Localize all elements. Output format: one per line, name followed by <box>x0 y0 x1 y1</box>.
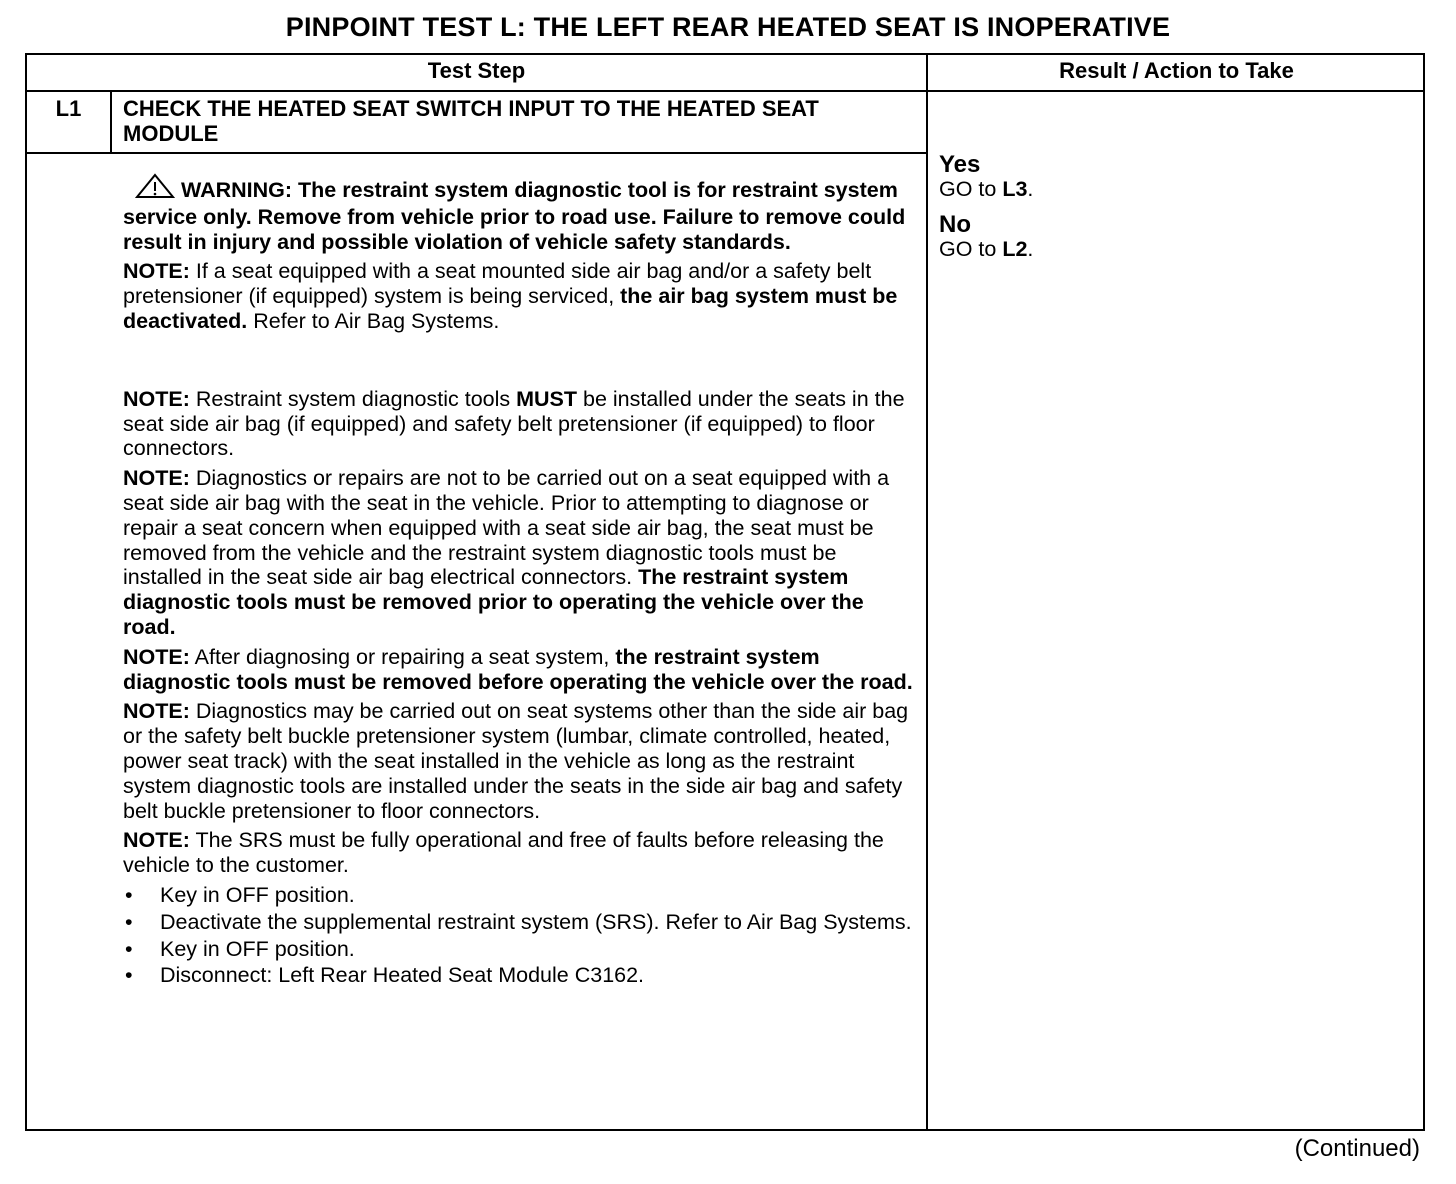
result-no-label: No <box>939 211 971 238</box>
note-text: If a seat equipped with a seat mounted side air bag and/or a safety belt pretensioner (if equipped) system is being serviced, <box>123 259 872 309</box>
continued-label: (Continued) <box>1294 1135 1420 1162</box>
step-content <box>123 173 913 990</box>
warning-text: WARNING: The restraint system diagnostic tool is for restraint system service only. Remove from vehicle prior to road use. Failure to remove could result in injury and possible violation of vehicle safety standards. <box>123 178 906 254</box>
result-no-action <box>939 237 1409 261</box>
header-divider <box>27 90 1423 92</box>
list-item: • Deactivate the supplemental restraint system (SRS). Refer to Air Bag Systems. <box>123 910 913 935</box>
note-emphasis: The restraint system diagnostic tools must be removed prior to operating the vehicle over the road. <box>123 565 864 639</box>
result-yes-label: Yes <box>939 151 981 178</box>
note-label: NOTE: <box>123 259 190 284</box>
action-end: . <box>1027 177 1034 201</box>
note-text: Restraint system diagnostic tools <box>189 386 517 411</box>
result-yes-action <box>939 177 1409 201</box>
note-text: After diagnosing or repairing a seat system, <box>189 644 616 669</box>
action-list <box>123 883 913 988</box>
step-title: CHECK THE HEATED SEAT SWITCH INPUT TO THE HEATED SEAT MODULE <box>123 96 819 146</box>
action-end: . <box>1027 237 1034 261</box>
step-reference: L3 <box>1002 177 1028 201</box>
page-title: PINPOINT TEST L: THE LEFT REAR HEATED SEAT IS INOPERATIVE <box>285 12 1171 42</box>
note-label: NOTE: <box>123 828 190 853</box>
spacer <box>123 339 913 387</box>
action-text: GO to <box>939 237 1003 261</box>
column-divider <box>926 55 928 1129</box>
header-test-step: Test Step <box>427 58 526 83</box>
note-label: NOTE: <box>123 466 190 491</box>
note-2 <box>123 387 913 461</box>
note-text-tail: Refer to Air Bag Systems. <box>247 308 500 333</box>
note-1 <box>123 259 913 333</box>
warning-triangle-icon <box>135 173 175 205</box>
list-item: • Key in OFF position. <box>123 883 913 908</box>
step-reference: L2 <box>1002 237 1028 261</box>
result-column <box>939 153 1409 273</box>
note-5 <box>123 699 913 823</box>
note-label: NOTE: <box>123 386 190 411</box>
header-result-action: Result / Action to Take <box>1059 58 1294 83</box>
action-text: GO to <box>939 177 1003 201</box>
note-text-tail: be installed under the seats in the seat side air bag (if equipped) and safety belt pretensioner (if equipped) to floor connectors. <box>123 386 905 461</box>
note-emphasis: the restraint system diagnostic tools must be removed before operating the vehicle over the road. <box>123 644 913 694</box>
note-label: NOTE: <box>123 699 190 724</box>
step-title-divider <box>27 152 926 154</box>
step-id: L1 <box>27 92 112 152</box>
list-item: • Key in OFF position. <box>123 937 913 962</box>
note-text: Diagnostics may be carried out on seat systems other than the side air bag or the safety belt buckle pretensioner system (lumbar, climate controlled, heated, power seat track) with the seat installed in the vehicle as long as the restraint system diagnostic tools are installed under the seats in the side air bag and safety belt buckle pretensioner to floor connectors. <box>123 699 909 823</box>
note-3 <box>123 466 913 640</box>
list-item: • Disconnect: Left Rear Heated Seat Module C3162. <box>123 963 913 988</box>
pinpoint-test-table <box>25 53 1425 1131</box>
warning-paragraph <box>123 173 913 254</box>
note-emphasis: the air bag system must be deactivated. <box>123 284 898 333</box>
note-label: NOTE: <box>123 644 190 669</box>
note-4 <box>123 645 913 695</box>
note-text: Diagnostics or repairs are not to be carried out on a seat equipped with a seat side air bag with the seat in the vehicle. Prior to attempting to diagnose or repair a seat concern when equipped with a seat side air bag, the seat must be removed from the vehicle and the restraint system diagnostic tools must be installed in the seat side air bag electrical connectors. <box>123 466 890 590</box>
note-text: The SRS must be fully operational and free of faults before releasing the vehicle to the customer. <box>123 828 884 878</box>
note-emphasis: MUST <box>516 386 578 411</box>
note-6 <box>123 828 913 878</box>
